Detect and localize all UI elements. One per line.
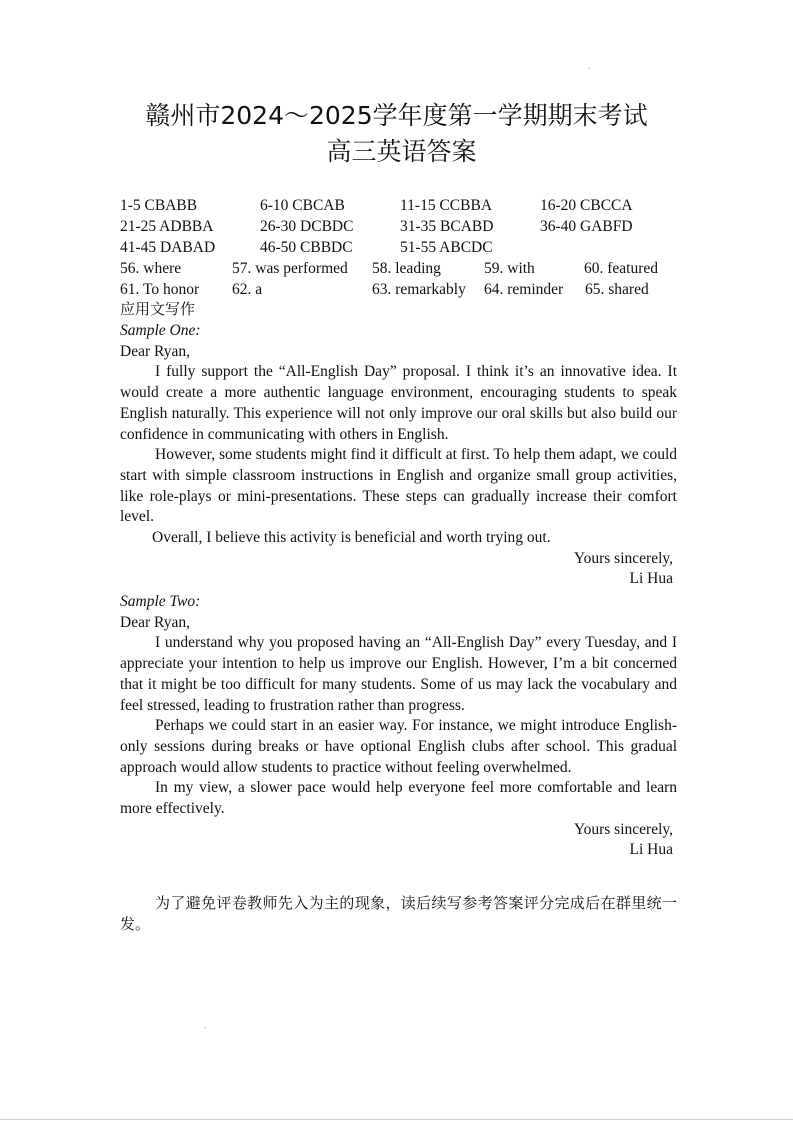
sample-one-label: Sample One:	[120, 322, 201, 339]
answer-cell: 46-50 CBBDC	[260, 239, 353, 256]
answer-cell: 16-20 CBCCA	[540, 197, 633, 214]
letter-paragraph: Overall, I believe this activity is beneficial and worth trying out.	[152, 529, 551, 547]
answer-row	[120, 279, 680, 300]
answer-key	[120, 195, 680, 300]
writing-section-label: 应用文写作	[120, 300, 196, 318]
closing-phrase: Yours sincerely,	[573, 820, 673, 838]
answer-cell: 51-55 ABCDC	[400, 239, 493, 256]
answer-cell: 60. featured	[584, 260, 659, 277]
answer-cell: 21-25 ADBBA	[120, 218, 214, 235]
answer-cell: 64. reminder	[484, 281, 564, 298]
letter-paragraph: In my view, a slower pace would help everyone feel more comfortable and learn more effectively.	[120, 779, 677, 818]
answer-cell: 26-30 DCBDC	[260, 218, 354, 235]
answer-row	[120, 237, 680, 258]
answer-cell: 63. remarkably	[372, 281, 466, 298]
title-line-1: 赣州市2024～2025学年度第一学期期末考试	[145, 101, 648, 130]
answer-cell: 58. leading	[372, 260, 441, 277]
answer-cell: 57. was performed	[232, 260, 348, 277]
answer-row	[120, 195, 680, 216]
answer-cell: 31-35 BCABD	[400, 218, 494, 235]
sample-two-label: Sample Two:	[120, 593, 201, 610]
answer-cell: 62. a	[232, 281, 263, 298]
answer-cell: 65. shared	[585, 281, 649, 298]
answer-cell: 6-10 CBCAB	[260, 197, 345, 214]
answer-row	[120, 258, 680, 279]
footer-note: 为了避免评卷教师先入为主的现象，读后续写参考答案评分完成后在群里统一发。	[120, 894, 677, 933]
answer-cell: 61. To honor	[120, 281, 200, 298]
answer-row	[120, 216, 680, 237]
letter-paragraph: However, some students might find it difficult at first. To help them adapt, we could start with simple classroom instructions in English and organize small group activities, like role-plays or mini-presentations. These steps can gradually increase their comfort level.	[120, 446, 677, 526]
answer-cell: 1-5 CBABB	[120, 197, 198, 214]
scan-speck	[588, 68, 590, 69]
greeting: Dear Ryan,	[120, 342, 190, 360]
page-bottom-rule	[0, 1119, 793, 1120]
greeting: Dear Ryan,	[120, 613, 190, 631]
answer-cell: 56. where	[120, 260, 182, 277]
answer-cell: 36-40 GABFD	[540, 218, 633, 235]
scan-speck	[204, 1027, 206, 1028]
answer-cell: 41-45 DABAD	[120, 239, 216, 256]
signature: Li Hua	[629, 570, 673, 588]
document-title	[0, 98, 793, 170]
sample-one-letter	[120, 321, 677, 590]
closing-phrase: Yours sincerely,	[573, 549, 673, 567]
answer-cell: 59. with	[484, 260, 535, 277]
letter-paragraph: I understand why you proposed having an “All-English Day” every Tuesday, and I appreciate your intention to help us improve our English. However, I’m a bit concerned that it might be too difficult for many students. Some of us may lack the vocabulary and feel stressed, leading to frustration rather than progress.	[120, 634, 677, 714]
title-line-2: 高三英语答案	[326, 137, 477, 166]
letter-paragraph: I fully support the “All-English Day” proposal. I think it’s an innovative idea. It would create a more authentic language environment, encouraging students to speak English naturally. This experience will not only improve our oral skills but also build our confidence in communicating with others in English.	[120, 363, 677, 443]
sample-two-letter	[120, 592, 677, 861]
letter-paragraph: Perhaps we could start in an easier way. For instance, we might introduce English-only sessions during breaks or have optional English clubs after school. This gradual approach would allow students to practice without feeling overwhelmed.	[120, 717, 677, 776]
answer-cell: 11-15 CCBBA	[400, 197, 493, 214]
signature: Li Hua	[629, 841, 673, 859]
